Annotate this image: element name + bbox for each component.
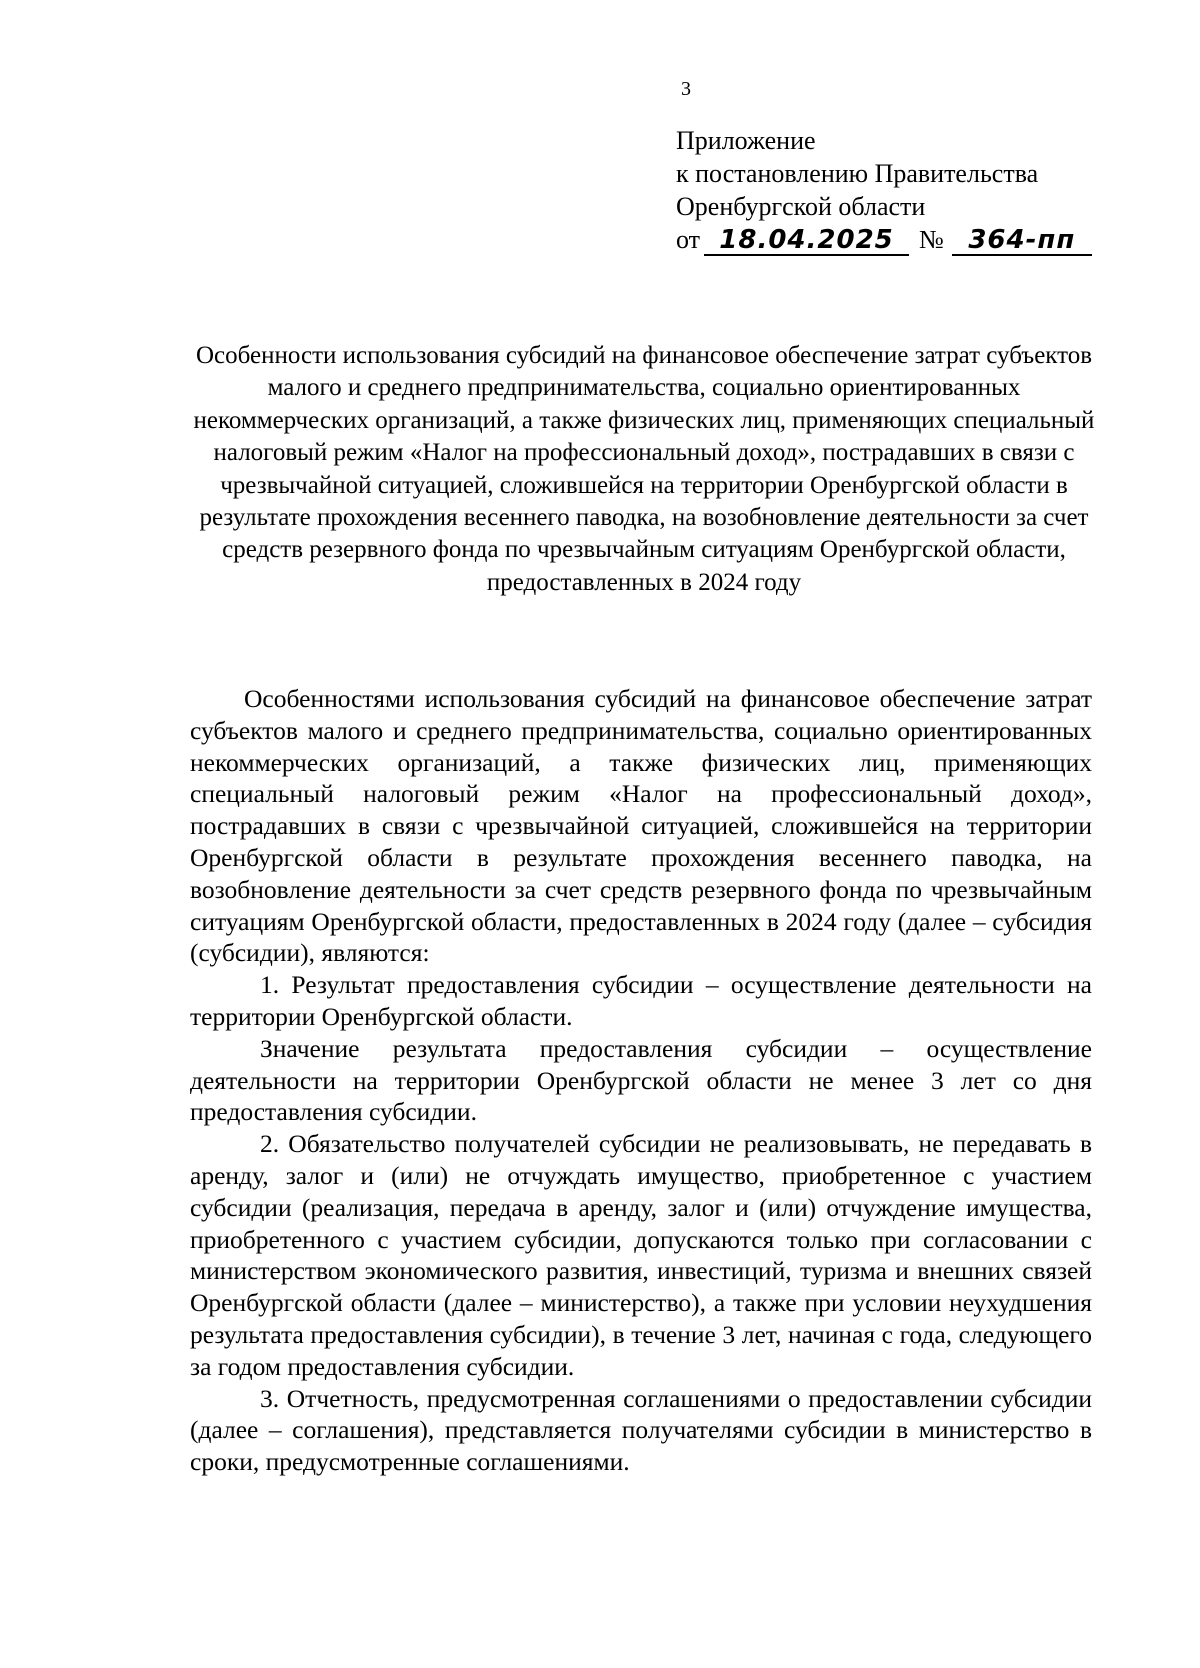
body-paragraph-item-1: 1. Результат предоставления субсидии – осуществление деятельности на территории Оренбургской области. [190,970,1092,1031]
body-paragraph-item-2: 2. Обязательство получателей субсидии не реализовывать, не передавать в аренду, залог и (или) не отчуждать имущество, приобретенное с участием субсидии (реализация, передача в аренду, залог и (или) отчуждение имущества, приобретенного с участием субсидии, допускаются только при согласовании с министерством экономического развития, инвестиций, туризма и внешних связей Оренбургской области (далее – министерство), а также при условии неухудшения результата предоставления субсидии), в течение 3 лет, начиная с года, следующего за годом предоставления субсидии. [190,1129,1092,1381]
annex-resolution-ref: к постановлению Правительства [676,159,1039,188]
handwritten-date: 18.04.2025 [704,226,909,256]
body-paragraph-item-1-value: Значение результата предоставления субсидии – осуществление деятельности на территории Оренбургской области не менее 3 лет со дня предоставления субсидии. [190,1033,1092,1127]
page-number: 3 [681,78,691,100]
annex-block [676,124,1092,256]
document-title: Особенности использования субсидий на финансовое обеспечение затрат субъектов малого и среднего предпринимательства, социально ориентированных некоммерческих организаций, а также физических лиц, применяющих специальный налоговый режим «Налог на профессиональный доход», пострадавших в связи с чрезвычайной ситуацией, сложившейся на территории Оренбургской области в результате прохождения весеннего паводка, на возобновление деятельности за счет средств резервного фонда по чрезвычайным ситуациям Оренбургской области, предоставленных в 2024 году [193,342,1095,596]
annex-date-number-line [676,223,1092,256]
annex-region: Оренбургской области [676,192,926,221]
body-paragraph-item-3: 3. Отчетность, предусмотренная соглашениями о предоставлении субсидии (далее – соглашения), представляется получателями субсидии в министерство в сроки, предусмотренные соглашениями. [190,1383,1092,1477]
annex-title: Приложение [676,126,816,155]
body-paragraph-intro: Особенностями использования субсидий на финансовое обеспечение затрат субъектов малого и среднего предпринимательства, социально ориентированных некоммерческих организаций, а также физических лиц, применяющих специальный налоговый режим «Налог на профессиональный доход», пострадавших в связи с чрезвычайной ситуацией, сложившейся на территории Оренбургской области в результате прохождения весеннего паводка, на возобновление деятельности за счет средств резервного фонда по чрезвычайным ситуациям Оренбургской области, предоставленных в 2024 году (далее – субсидия (субсидии), являются: [190,684,1092,968]
number-label: № [919,225,944,254]
handwritten-number: 364-пп [952,226,1092,256]
document-body [190,683,1092,1478]
from-label: от [676,225,701,254]
